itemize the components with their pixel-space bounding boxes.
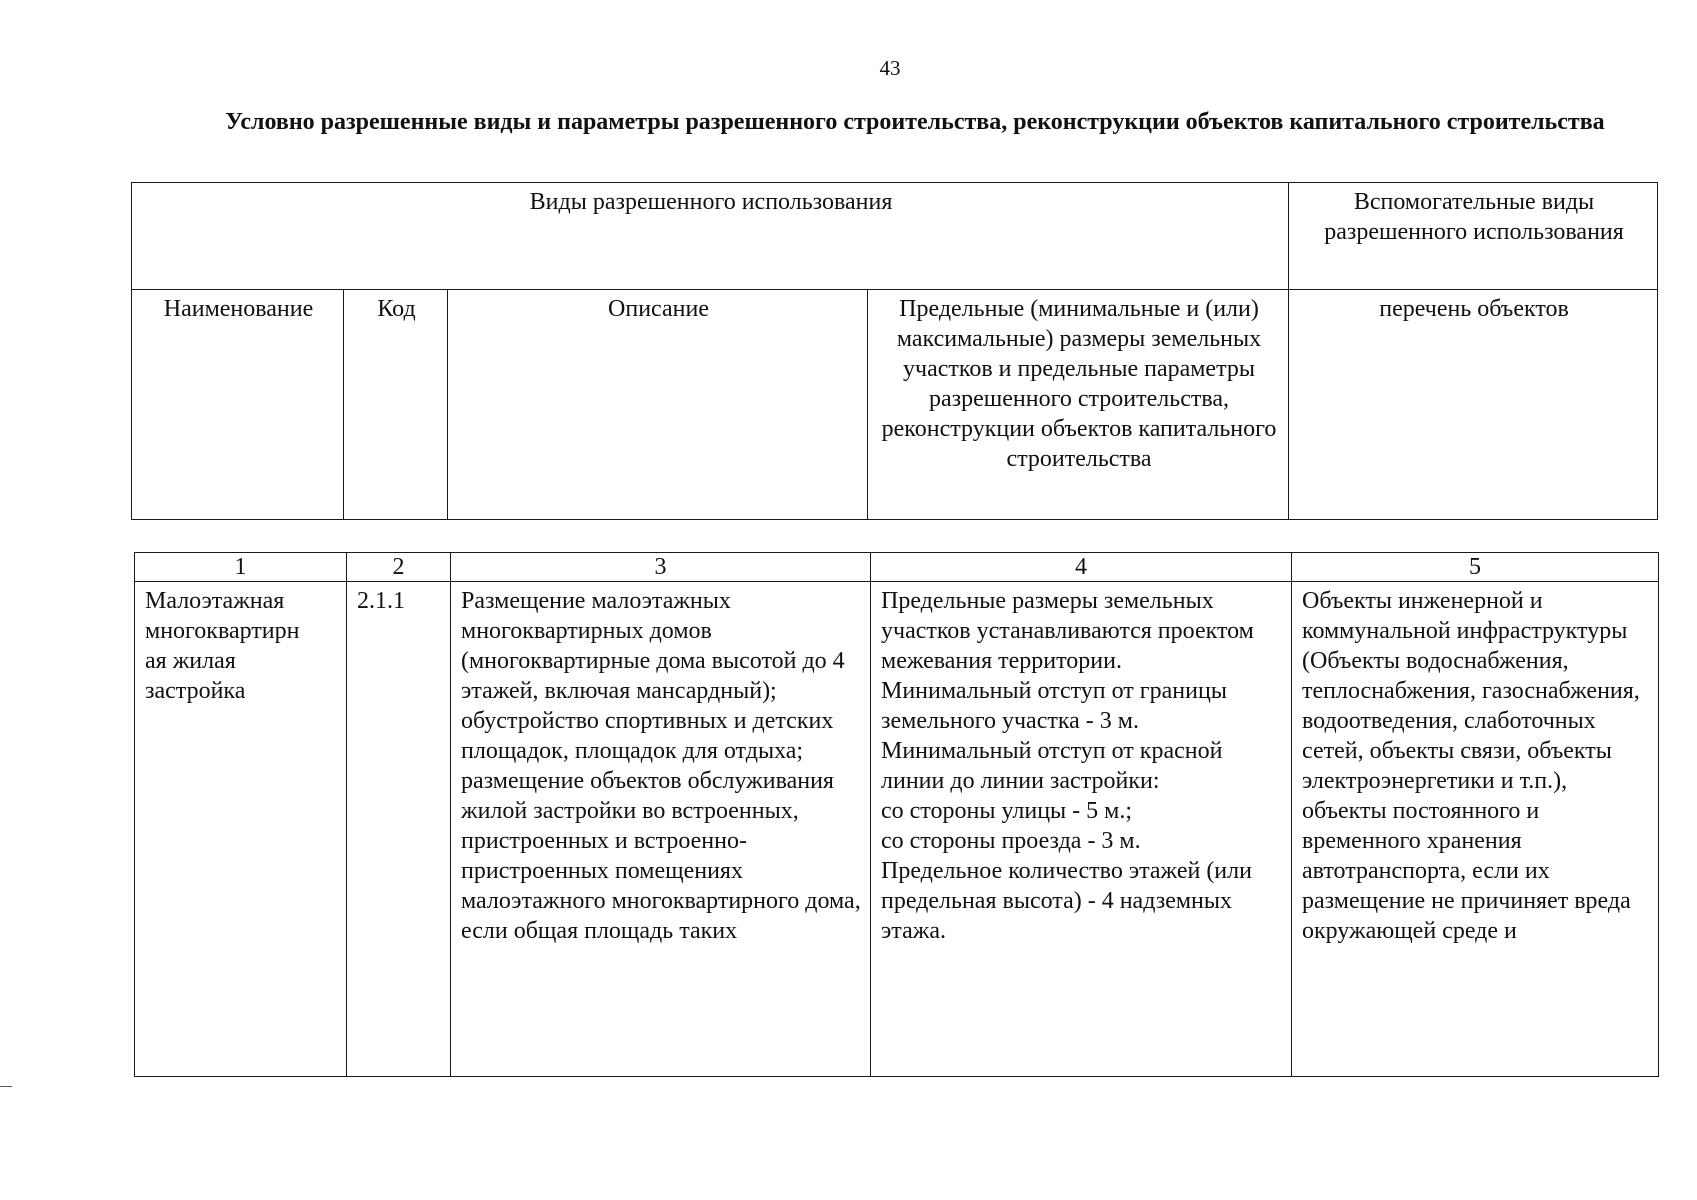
column-number-row [135,553,1659,582]
column-number: 3 [451,553,871,582]
column-number: 4 [871,553,1292,582]
row-code: 2.1.1 [347,582,451,1077]
group-header-main: Виды разрешенного использования [132,183,1289,290]
page-number: 43 [879,56,901,80]
header-table [131,182,1658,520]
row-name: Малоэтажная многоквартирн ая жилая застройка [135,582,347,1077]
column-number: 5 [1292,553,1659,582]
row-description: Размещение малоэтажных многоквартирных домов (многоквартирные дома высотой до 4 этажей, включая мансардный); обустройство спортивных и детских площадок, площадок для отдыха; размещение объектов обслуживания жилой застройки во встроенных, пристроенных и встроенно-пристроенных помещениях малоэтажного многоквартирного дома, если общая площадь таких [451,582,871,1077]
document-title: Условно разрешенные виды и параметры разрешенного строительства, реконструкции объектов капитального строительства [225,109,1605,135]
column-number: 1 [135,553,347,582]
row-limits: Предельные размеры земельных участков устанавливаются проектом межевания территории. Минимальный отступ от границы земельного участка - 3 м. Минимальный отступ от красной линии до линии застройки: со стороны улицы - 5 м.; со стороны проезда - 3 м. Предельное количество этажей (или предельная высота) - 4 надземных этажа. [871,582,1292,1077]
scan-margin-mark [0,1086,12,1087]
column-header-code: Код [344,290,448,520]
column-header-description: Описание [448,290,868,520]
column-header-name: Наименование [132,290,344,520]
table-row [135,582,1659,1077]
column-header-limits: Предельные (минимальные и (или) максимальные) размеры земельных участков и предельные параметры разрешенного строительства, реконструкции объектов капитального строительства [868,290,1289,520]
row-aux-objects: Объекты инженерной и коммунальной инфраструктуры (Объекты водоснабжения, теплоснабжения, газоснабжения, водоотведения, слаботочных сетей, объекты связи, объекты электроэнергетики и т.п.), объекты постоянного и временного хранения автотранспорта, если их размещение не причиняет вреда окружающей среде и [1292,582,1659,1077]
data-table [134,552,1659,1077]
group-header-aux: Вспомогательные виды разрешенного использования [1289,183,1658,290]
column-header-aux-objects: перечень объектов [1289,290,1658,520]
column-number: 2 [347,553,451,582]
